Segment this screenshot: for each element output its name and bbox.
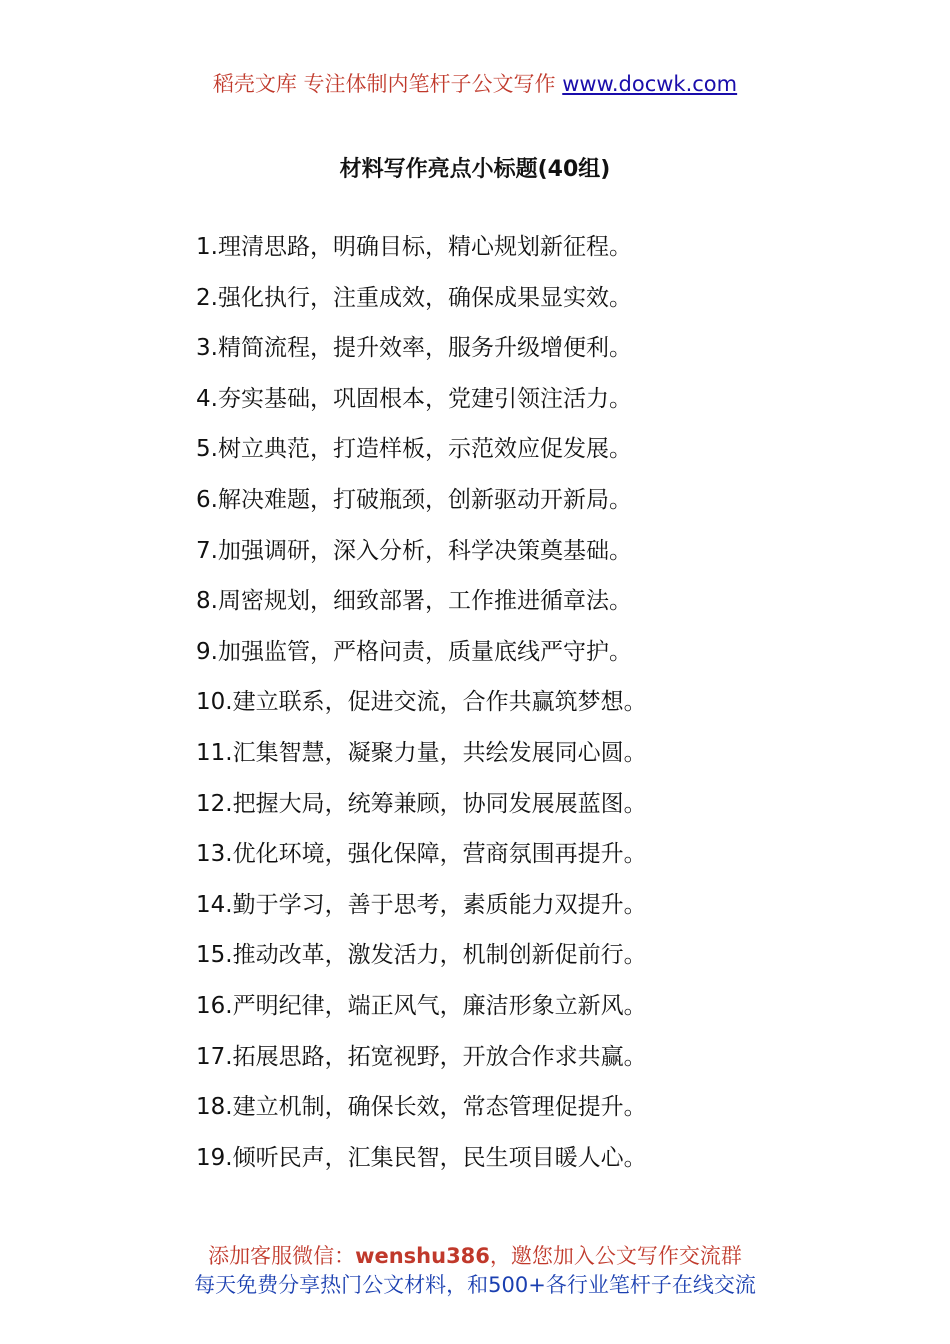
- list-item: 9.加强监管，严格问责，质量底线严守护。: [196, 638, 632, 665]
- list-item: 14.勤于学习，善于思考，素质能力双提升。: [196, 891, 647, 918]
- list-item: 18.建立机制，确保长效，常态管理促提升。: [196, 1094, 647, 1121]
- list-item: 5.树立典范，打造样板，示范效应促发展。: [196, 436, 632, 463]
- list-item: 19.倾听民声，汇集民智，民生项目暖人心。: [196, 1144, 647, 1171]
- footer-contact-line: [0, 1242, 950, 1271]
- list-item: 4.夯实基础，巩固根本，党建引领注活力。: [196, 385, 632, 412]
- list-item: 17.拓展思路，拓宽视野，开放合作求共赢。: [196, 1043, 647, 1070]
- page-header: [0, 70, 950, 98]
- list-item: 3.精简流程，提升效率，服务升级增便利。: [196, 335, 632, 362]
- list-item: 7.加强调研，深入分析，科学决策奠基础。: [196, 537, 632, 564]
- list-item: 1.理清思路，明确目标，精心规划新征程。: [196, 234, 632, 260]
- list-item: 2.强化执行，注重成效，确保成果显实效。: [196, 284, 632, 311]
- list-item: 6.解决难题，打破瓶颈，创新驱动开新局。: [196, 486, 632, 513]
- list-item: 10.建立联系，促进交流，合作共赢筑梦想。: [196, 689, 647, 716]
- list-item: 15.推动改革，激发活力，机制创新促前行。: [196, 942, 647, 969]
- footer-promo-line: 每天免费分享热门公文材料，和500+各行业笔杆子在线交流: [194, 1273, 756, 1297]
- footer-contact-suffix: ，邀您加入公文写作交流群: [489, 1244, 742, 1268]
- list-item: 8.周密规划，细致部署，工作推进循章法。: [196, 588, 632, 615]
- list-item: 12.把握大局，统筹兼顾，协同发展展蓝图。: [196, 790, 647, 817]
- footer-contact-prefix: 添加客服微信：: [208, 1244, 356, 1268]
- footer-wechat-id: wenshu386: [355, 1244, 490, 1268]
- heading-list: [196, 229, 647, 1190]
- list-item: 11.汇集智慧，凝聚力量，共绘发展同心圆。: [196, 739, 647, 766]
- document-title: 材料写作亮点小标题(40组): [339, 157, 611, 182]
- header-brand-text: 稻壳文库 专注体制内笔杆子公文写作: [212, 72, 556, 96]
- page-footer: [0, 1242, 950, 1300]
- list-item: 16.严明纪律，端正风气，廉洁形象立新风。: [196, 992, 647, 1019]
- list-item: 13.优化环境，强化保障，营商氛围再提升。: [196, 841, 647, 868]
- header-website-link[interactable]: www.docwk.com: [562, 72, 738, 96]
